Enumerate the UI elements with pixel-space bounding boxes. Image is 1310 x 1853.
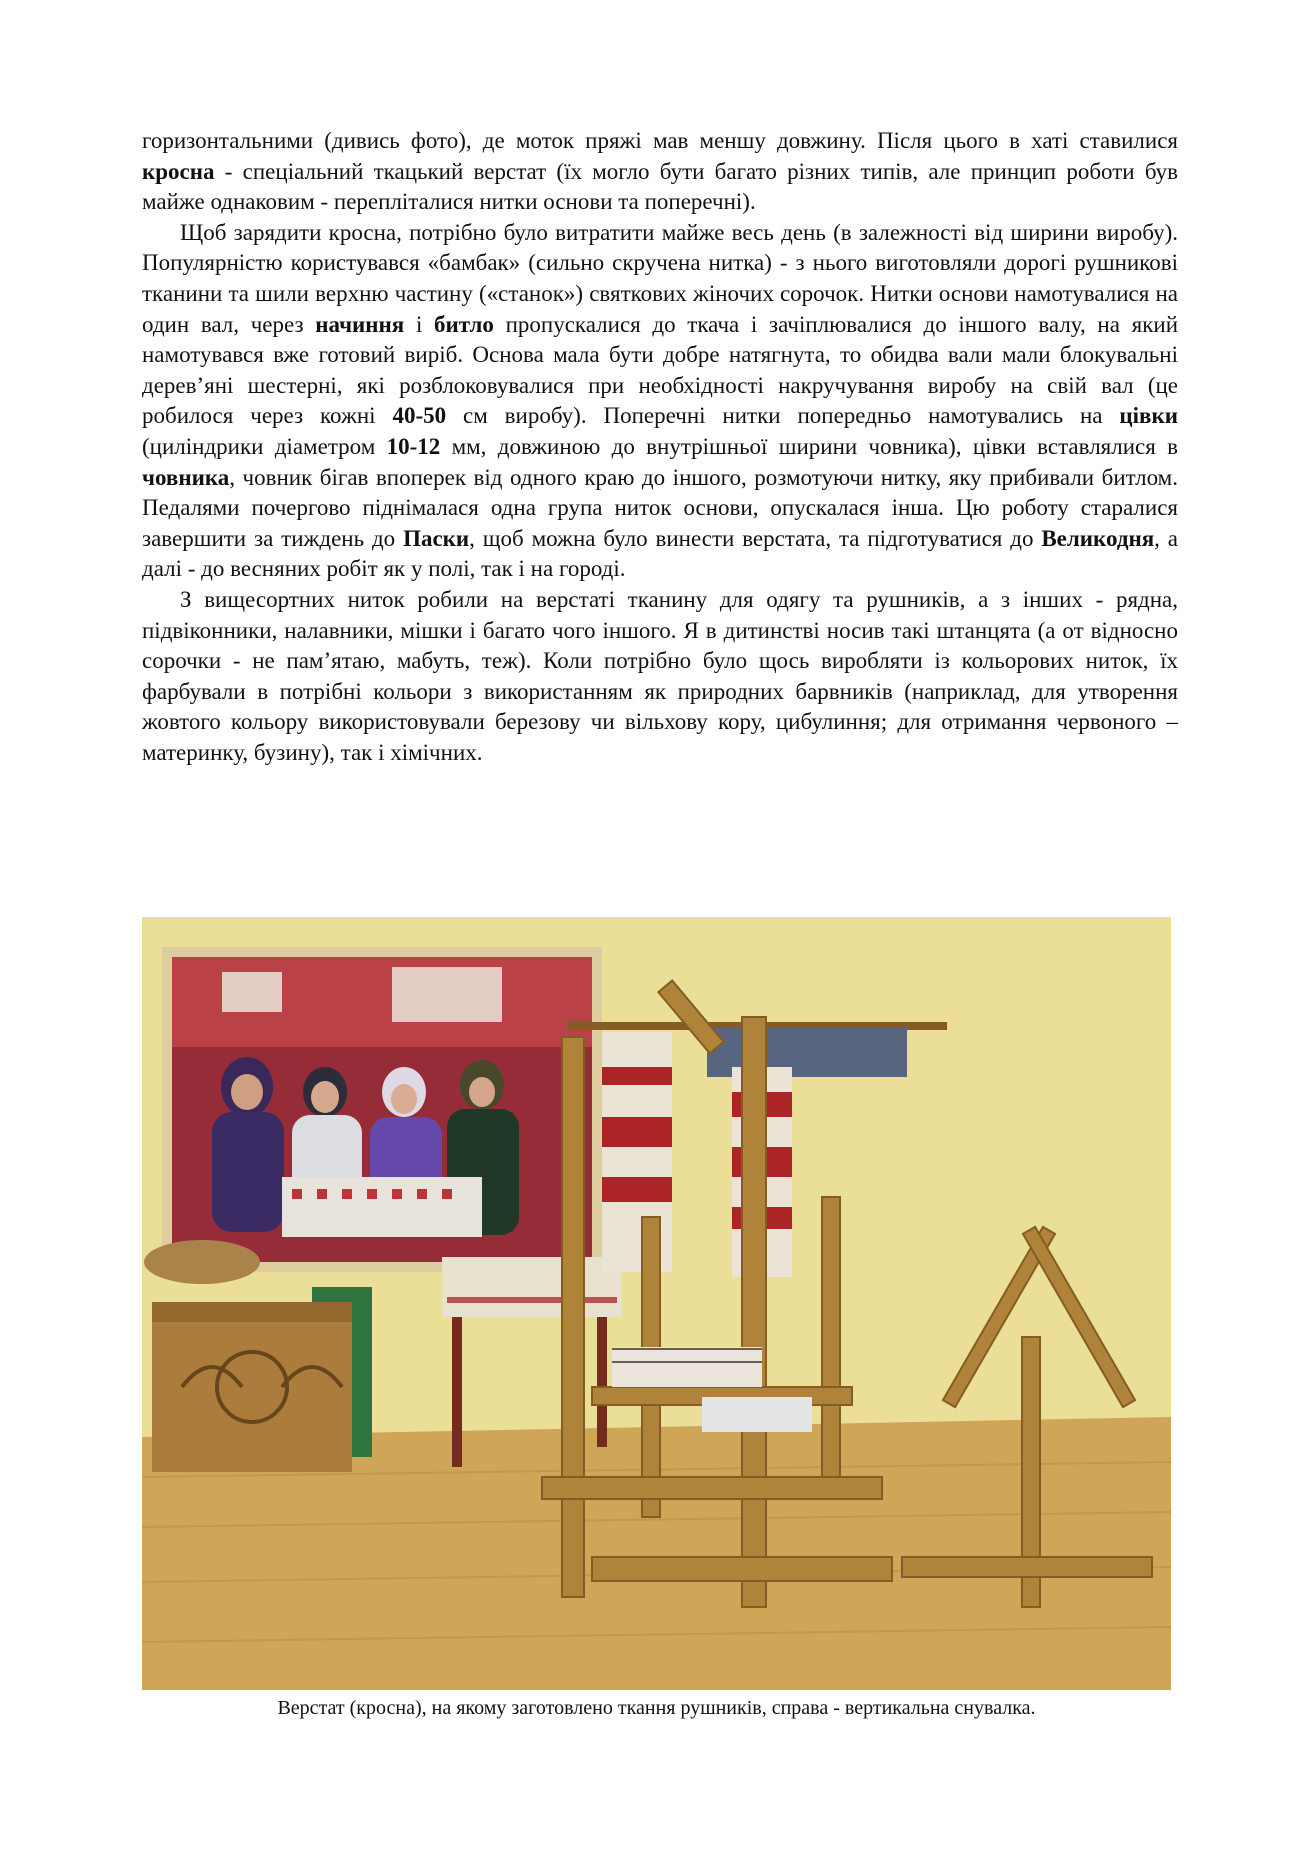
text-run: (циліндрики діаметром	[142, 433, 387, 459]
loom-photo	[142, 917, 1171, 1690]
text-run: горизонтальними (дивись фото), де моток пряжі мав меншу довжину. Після цього в хаті ставилися	[142, 128, 1178, 153]
text-run: і	[404, 311, 435, 337]
paragraph-2	[142, 218, 1178, 585]
bold-term: кросна	[142, 158, 215, 184]
bold-term: Паски	[403, 525, 470, 551]
bold-term: 10-12	[386, 433, 441, 459]
text-run: мм, довжиною до внутрішньої ширини човника), цівки вставлялися в	[440, 433, 1179, 459]
paragraph-1	[142, 126, 1178, 218]
bold-term: битло	[434, 311, 494, 337]
text-run: З вищесортних ниток робили на верстаті тканину для одягу та рушників, а з інших - рядна, підвіконники, налавники, мішки і багато чого іншого. Я в дитинстві носив такі штанцята (а от відносно сорочки - не пам’ятаю, мабуть, теж). Коли потрібно було щось виробляти із кольорових ниток, їх фарбували в потрібні кольори з використанням як природних барвників (наприклад, для утворення жовтого кольору використовували березову чи вільхову кору, цибулиння; для отримання червоного – материнку, бузину), так і хімічних.	[142, 586, 1178, 765]
text-run: Щоб зарядити кросна, потрібно було витратити майже весь день (в залежності від ширини виробу). Популярністю користувався «бамбак» (сильно скручена нитка) - з нього виготовляли дорогі рушникові тканини та шили верхню частину («станок») святкових жіночих сорочок. Нитки основи намотувалися на один вал, через	[142, 219, 1178, 337]
loom-photo-illustration	[142, 917, 1171, 1690]
body-text	[142, 126, 1178, 768]
bold-term: човника	[142, 464, 230, 490]
bold-term: начиння	[315, 311, 405, 337]
text-run: - спеціальний ткацький верстат (їх могло бути багато різних типів, але принцип роботи був майже однаковим - переплiталися нитки основи та поперечні).	[142, 158, 1178, 215]
text-run: см виробу). Поперечні нитки попередньо намотувались на	[446, 403, 1120, 429]
text-run: , човник бігав впоперек від одного краю до іншого, розмотуючи нитку, яку прибивали битлом. Педалями почергово піднімалася одна група ниток основи, опускалася інша. Цю роботу старалися завершити за тиждень до	[142, 464, 1178, 551]
bold-term: Великодня	[1041, 525, 1155, 551]
bold-term: цівки	[1119, 403, 1178, 429]
bold-term: 40-50	[392, 403, 447, 429]
text-run: , щоб можна було винести верстата, та підготуватися до	[469, 525, 1042, 551]
photo-caption: Верстат (кросна), на якому заготовлено ткання рушників, справа - вертикальна снувалка.	[277, 1697, 1036, 1719]
paragraph-3	[142, 585, 1178, 769]
text-run: пропускалися до ткача і зачіплювалися до іншого валу, на який намотувався вже готовий виріб. Основа мала бути добре натягнута, то обидва вали мали блокувальні дерев’яні шестерні, які розблоковувалися при необхідності накручування виробу на свій вал (це робилося через кожні	[142, 311, 1179, 429]
text-run: , а далі - до весняних робіт як у полі, так і на городі.	[142, 525, 1179, 582]
